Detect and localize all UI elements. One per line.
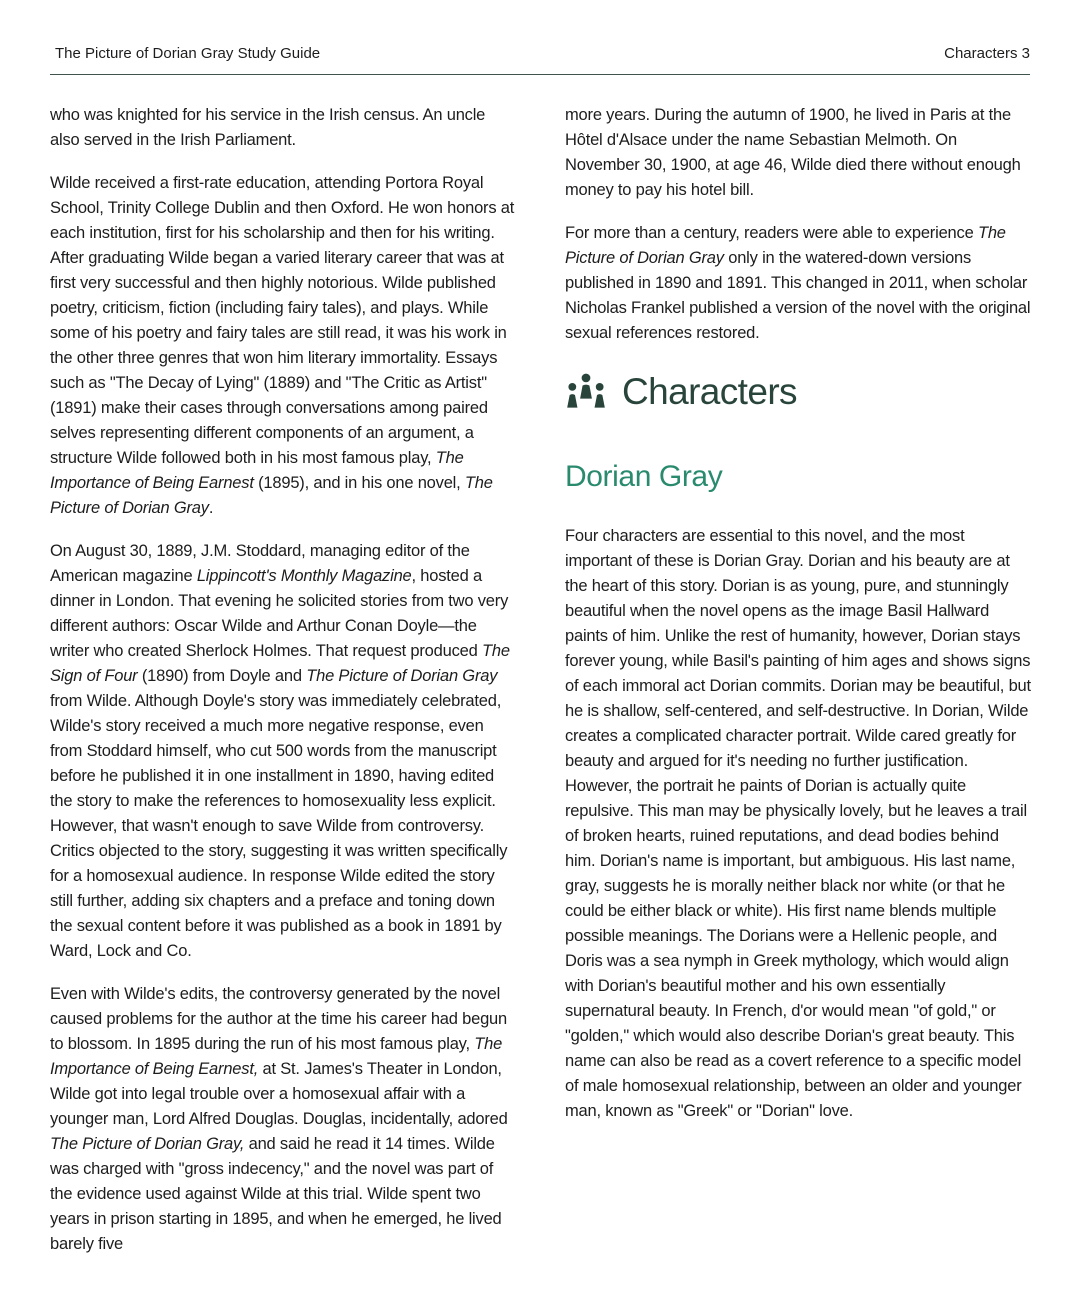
paragraph: Even with Wilde's edits, the controversy generated by the novel caused problems for the author at the time his career had begun to blossom. In 1895 during the run of his most famous play, The Importance of Being Earnest, at St. James's Theater in London, Wilde got into legal trouble over a homosexual affair with a younger man, Lord Alfred Douglas. Douglas, incidentally, adored The Picture of Dorian Gray, and said he read it 14 times. Wilde was charged with "gross indecency," and the novel was part of the evidence used against Wilde at this trial. Wilde spent two years in prison starting in 1895, and when he emerged, he lived barely five bbox=[50, 985, 508, 1253]
characters-heading: Characters bbox=[622, 371, 797, 412]
right-column bbox=[565, 103, 1033, 1142]
paragraph: For more than a century, readers were able to experience The Picture of Dorian Gray only in the watered-down versions published in 1890 and 1891. This changed in 2011, when scholar Nicholas Frankel published a version of the novel with the original sexual references restored. bbox=[565, 224, 1031, 342]
paragraph: more years. During the autumn of 1900, he lived in Paris at the Hôtel d'Alsace under the name Sebastian Melmoth. On November 30, 1900, at age 46, Wilde died there without enough money to pay his hotel bill. bbox=[565, 106, 1021, 199]
header-divider bbox=[50, 74, 1030, 75]
left-column bbox=[50, 103, 518, 1275]
dorian-gray-heading: Dorian Gray bbox=[565, 459, 723, 493]
paragraph: Four characters are essential to this novel, and the most important of these is Dorian Gray. Dorian and his beauty are at the heart of this story. Dorian is as young, pure, and stunningly beautiful when the novel opens as the image Basil Hallward paints of him. Unlike the rest of humanity, however, Dorian stays forever young, while Basil's painting of him ages and shows signs of each immoral act Dorian commits. Dorian may be beautiful, but he is shallow, self-centered, and self-destructive. In Dorian, Wilde creates a complicated character portrait. Wilde cared greatly for beauty and argued for it's needing no further justification. However, the portrait he paints of Dorian is actually quite repulsive. This man may be physically lovely, but he leaves a trail of broken hearts, ruined reputations, and dead bodies behind him. Dorian's name is important, but ambiguous. His last name, gray, suggests he is morally neither black nor white (or that he could be either black or white). His first name blends multiple possible meanings. The Dorians were a Hellenic people, and Doris was a sea nymph in Greek mythology, which would align with Dorian's beautiful mother and his own essentially supernatural beauty. In French, d'or would mean "of gold," or "golden," which would also describe Dorian's great beauty. This name can also be read as a covert reference to a specific model of male homosexual relationship, between an older and younger man, known as "Greek" or "Dorian" love. bbox=[565, 526, 1031, 1120]
paragraph: Wilde received a first-rate education, attending Portora Royal School, Trinity College Dublin and then Oxford. He won honors at each institution, first for his scholarship and then for his writing. After graduating Wilde began a varied literary career that was at first very successful and then highly notorious. Wilde published poetry, criticism, fiction (including fairy tales), and plays. While some of his poetry and fairy tales are still read, it was his work in the other three genres that won him literary immortality. Essays such as "The Decay of Lying" (1889) and "The Critic as Artist" (1891) make their cases through conversations among paired selves representing different components of an argument, a structure Wilde followed both in his most famous play, The Importance of Being Earnest (1895), and in his one novel, The Picture of Dorian Gray. bbox=[50, 174, 515, 517]
characters-heading-row bbox=[565, 372, 1033, 413]
right-column-body-paragraphs bbox=[565, 524, 1033, 1124]
header-book-title: The Picture of Dorian Gray Study Guide bbox=[55, 45, 321, 62]
paragraph: who was knighted for his service in the Irish census. An uncle also served in the Irish Parliament. bbox=[50, 106, 486, 149]
paragraph: On August 30, 1889, J.M. Stoddard, managing editor of the American magazine Lippincott's Monthly Magazine, hosted a dinner in London. That evening he solicited stories from two very different authors: Oscar Wilde and Arthur Conan Doyle—the writer who created Sherlock Holmes. That request produced The Sign of Four (1890) from Doyle and The Picture of Dorian Gray from Wilde. Although Doyle's story was immediately celebrated, Wilde's story received a much more negative response, even from Stoddard himself, who cut 500 words from the manuscript before he published it in one installment in 1890, having edited the story to make the references to homosexuality less explicit. However, that wasn't enough to save Wilde from controversy. Critics objected to the story, suggesting it was written specifically for a homosexual audience. In response Wilde edited the story still further, adding six chapters and a preface and toning down the sexual content before it was published as a book in 1891 by Ward, Lock and Co. bbox=[50, 542, 510, 960]
header-page-label: Characters 3 bbox=[944, 45, 1030, 62]
people-group-icon bbox=[565, 373, 607, 411]
right-column-top-paragraphs bbox=[565, 103, 1033, 346]
